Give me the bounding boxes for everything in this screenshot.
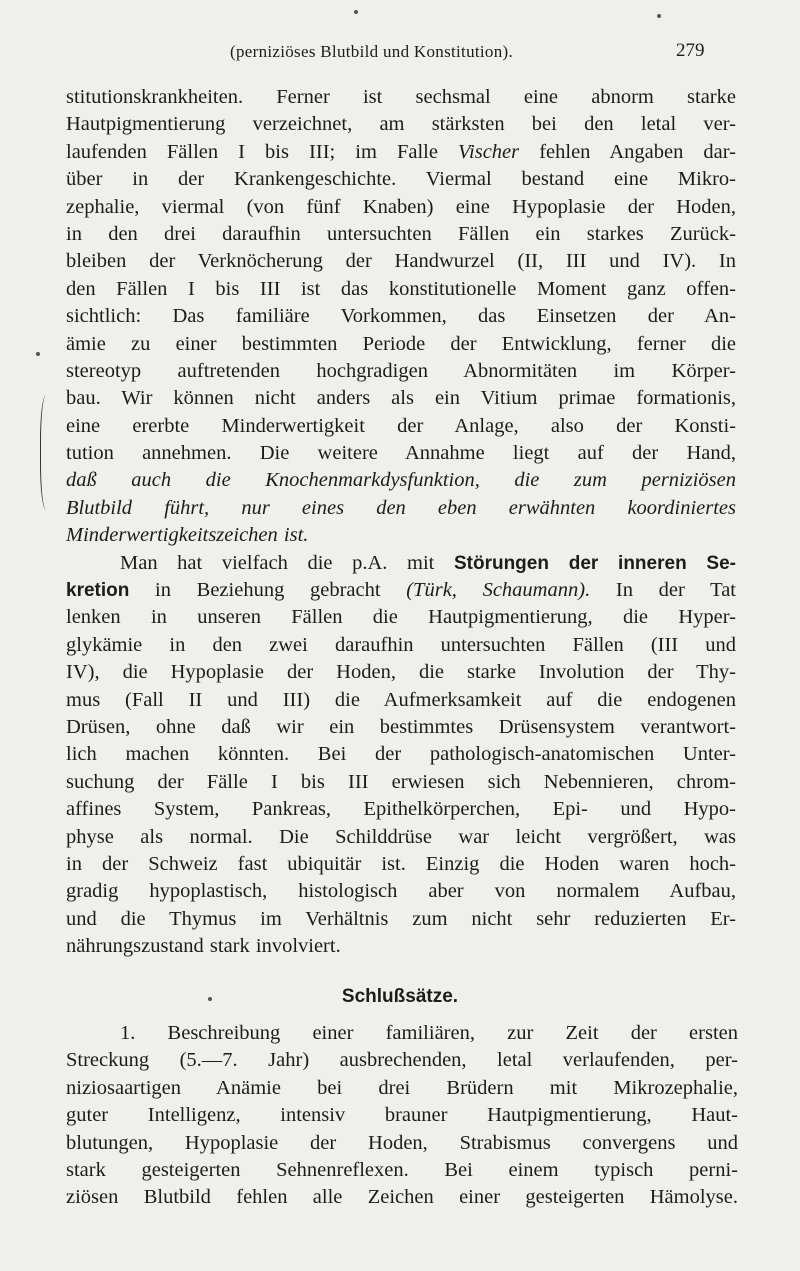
text-line: suchung der Fälle I bis III erwiesen sich Nebennieren, chrom- bbox=[66, 770, 736, 793]
text-line: glykämie in den zwei daraufhin untersuchten Fällen (III und bbox=[66, 633, 736, 656]
text-line: mus (Fall II und III) die Aufmerksamkeit auf die endogenen bbox=[66, 688, 736, 711]
conclusions-list bbox=[66, 1020, 738, 1212]
page-header bbox=[0, 38, 800, 68]
text-line: stereotyp auftretenden hochgradigen Abnormitäten im Körper- bbox=[66, 359, 736, 382]
text-line: lenken in unseren Fällen die Hautpigmentierung, die Hyper- bbox=[66, 606, 736, 629]
text-line: in den drei daraufhin untersuchten Fällen ein starkes Zurück- bbox=[66, 222, 736, 245]
text-line: affines System, Pankreas, Epithelkörperchen, Epi- und Hypo- bbox=[66, 798, 736, 821]
text-line: in der Schweiz fast ubiquitär ist. Einzig die Hoden waren hoch- bbox=[66, 852, 736, 875]
text-line: 1. Beschreibung einer familiären, zur Zeit der ersten bbox=[120, 1022, 738, 1044]
conclusion-item-1 bbox=[66, 1020, 738, 1212]
margin-pencil-mark bbox=[40, 395, 55, 510]
text-line: über in der Krankengeschichte. Viermal bestand eine Mikro- bbox=[66, 168, 736, 191]
text-line: Drüsen, ohne daß wir ein bestimmtes Drüsensystem verantwort- bbox=[66, 715, 736, 738]
text-line: bleiben der Verknöcherung der Handwurzel (II, III und IV). In bbox=[66, 250, 736, 273]
text-line: Man hat vielfach die p.A. mit Störungen der inneren Se- bbox=[120, 551, 736, 574]
speck bbox=[657, 14, 661, 18]
text-line: gradig hypoplastisch, histologisch aber von normalem Aufbau, bbox=[66, 880, 736, 903]
citation: (Türk, Schaumann). bbox=[406, 579, 591, 602]
text-line: blutungen, Hypoplasie der Hoden, Strabismus convergens und bbox=[66, 1131, 738, 1154]
body-text bbox=[66, 84, 736, 961]
text-line: laufenden Fällen I bis III; im Falle Vischer fehlen Angaben dar- bbox=[66, 140, 736, 163]
text-line: und die Thymus im Verhältnis zum nicht sehr reduzierten Er- bbox=[66, 907, 736, 930]
text-line: ämie zu einer bestimmten Periode der Entwicklung, ferner die bbox=[66, 332, 736, 355]
emphasized-line: Minderwertigkeitszeichen ist. bbox=[66, 524, 309, 547]
text-line: physe als normal. Die Schilddrüse war leicht vergrößert, was bbox=[66, 825, 736, 848]
text-line: stitutionskrankheiten. Ferner ist sechsmal eine abnorm starke bbox=[66, 86, 736, 108]
text-line: niziosaartigen Anämie bei drei Brüdern mit Mikrozephalie, bbox=[66, 1076, 738, 1099]
text-line: sichtlich: Das familiäre Vorkommen, das Einsetzen der An- bbox=[66, 305, 736, 328]
text-line: ziösen Blutbild fehlen alle Zeichen einer gesteigerten Hämolyse. bbox=[66, 1186, 738, 1209]
text-line: lich machen könnten. Bei der pathologisch-anatomischen Unter- bbox=[66, 743, 736, 766]
running-head: (perniziöses Blutbild und Konstitution). bbox=[230, 42, 514, 61]
section-heading: Schlußsätze. bbox=[341, 986, 459, 1007]
text-line: Hautpigmentierung verzeichnet, am stärksten bei den letal ver- bbox=[66, 113, 736, 136]
emphasized-line: Blutbild führt, nur eines den eben erwähnten koordiniertes bbox=[66, 496, 736, 519]
emphasized-line: daß auch die Knochenmarkdysfunktion, die zum perniziösen bbox=[66, 469, 736, 492]
paragraph-2 bbox=[66, 550, 736, 961]
text-line: Streckung (5.—7. Jahr) ausbrechenden, letal verlaufenden, per- bbox=[66, 1049, 738, 1072]
text-line: nährungszustand stark involviert. bbox=[66, 935, 341, 958]
speck bbox=[36, 352, 40, 356]
text-line: bau. Wir können nicht anders als ein Vitium primae formationis, bbox=[66, 387, 736, 410]
text-line: zephalie, viermal (von fünf Knaben) eine Hypoplasie der Hoden, bbox=[66, 195, 736, 218]
text-line: kretion in Beziehung gebracht (Türk, Schaumann). In der Tat bbox=[66, 579, 736, 602]
text-line: guter Intelligenz, intensiv brauner Hautpigmentierung, Haut- bbox=[66, 1104, 738, 1127]
speck bbox=[354, 10, 358, 14]
text-line: den Fällen I bis III ist das konstitutionelle Moment ganz offen- bbox=[66, 277, 736, 300]
paragraph-1 bbox=[66, 84, 736, 550]
bold-term: Störungen der inneren Se- bbox=[453, 552, 736, 574]
text-line: eine ererbte Minderwertigkeit der Anlage, also der Konsti- bbox=[66, 414, 736, 437]
text-line: IV), die Hypoplasie der Hoden, die starke Involution der Thy- bbox=[66, 661, 736, 684]
text-line: stark gesteigerten Sehnenreflexen. Bei einem typisch perni- bbox=[66, 1158, 738, 1181]
bold-term: kretion bbox=[66, 580, 130, 602]
text-line: tution annehmen. Die weitere Annahme liegt auf der Hand, bbox=[66, 442, 736, 465]
author-name-vischer: Vischer bbox=[458, 140, 520, 163]
page-number: 279 bbox=[676, 40, 705, 61]
